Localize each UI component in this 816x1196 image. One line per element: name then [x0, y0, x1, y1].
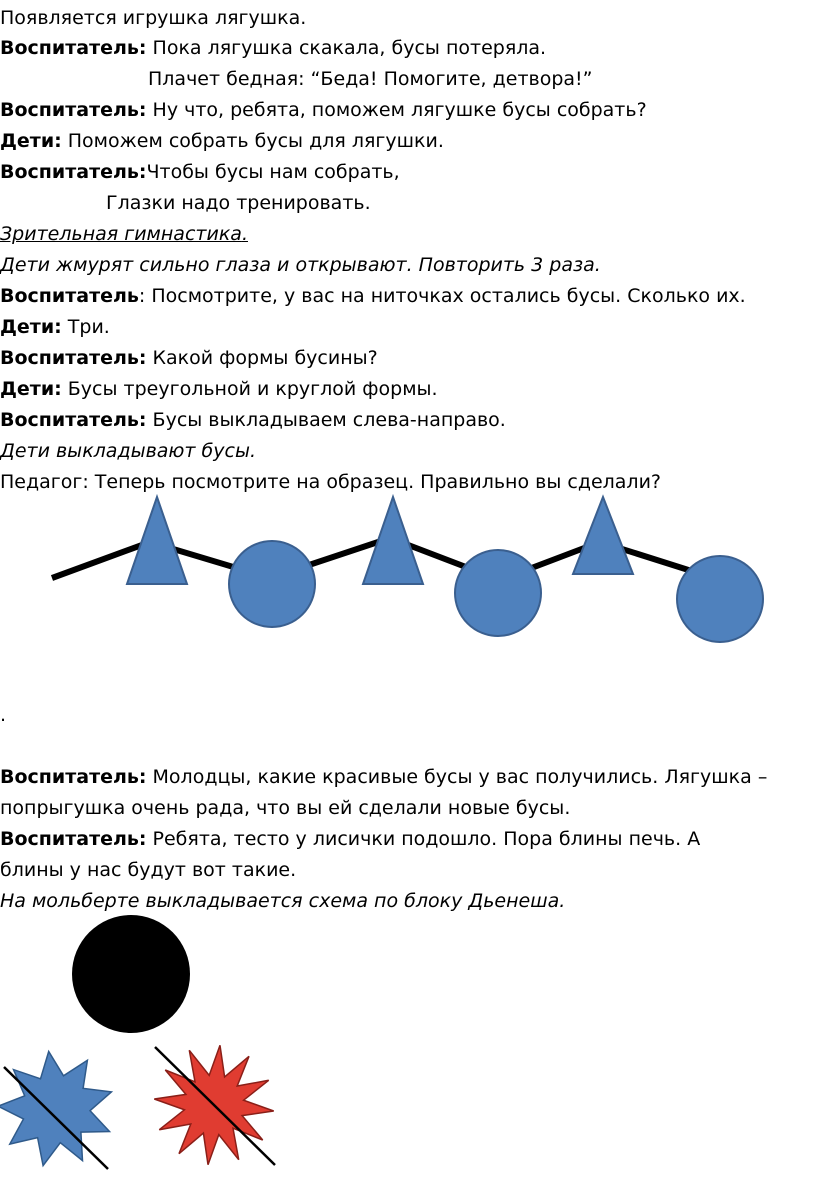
- speaker-label: Воспитатель:: [0, 828, 147, 850]
- text-line-3: Плачет бедная: “Беда! Помогите, детвора!”: [148, 68, 593, 90]
- speaker-label: Дети:: [0, 130, 62, 152]
- text-line-7: Глазки надо тренировать.: [106, 192, 371, 214]
- bead-triangle-2: [363, 497, 423, 584]
- bead-triangle-3: [573, 497, 633, 574]
- speaker-label: Воспитатель: [0, 285, 139, 307]
- text-line-5: Дети: Поможем собрать бусы для лягушки.: [0, 130, 444, 152]
- text-line-17: .: [0, 704, 7, 726]
- text-line-2: Воспитатель: Пока лягушка скакала, бусы потеряла.: [0, 37, 547, 59]
- beads-illustration: [0, 480, 816, 650]
- speaker-label: Дети:: [0, 316, 62, 338]
- text-line-4: Воспитатель: Ну что, ребята, поможем лягушке бусы собрать?: [0, 99, 647, 121]
- text-line-8: Зрительная гимнастика.: [0, 223, 248, 245]
- speaker-label: Воспитатель:: [0, 347, 147, 369]
- text-line-20: Воспитатель: Ребята, тесто у лисички подошло. Пора блины печь. А: [0, 828, 701, 850]
- bead-triangle-1: [127, 497, 187, 584]
- text-line-18: Воспитатель: Молодцы, какие красивые бусы у вас получились. Лягушка –: [0, 766, 768, 788]
- text-line-6: Воспитатель:Чтобы бусы нам собрать,: [0, 161, 400, 183]
- text-line-12: Воспитатель: Какой формы бусины?: [0, 347, 378, 369]
- speaker-label: Воспитатель:: [0, 409, 147, 431]
- speaker-label: Воспитатель:: [0, 766, 147, 788]
- text-line-14: Воспитатель: Бусы выкладываем слева-направо.: [0, 409, 506, 431]
- scheme-blue-star: [0, 1052, 111, 1166]
- text-line-22: На мольберте выкладывается схема по блоку Дьенеша.: [0, 890, 566, 912]
- text-line-11: Дети: Три.: [0, 316, 110, 338]
- text-line-21: блины у нас будут вот такие.: [0, 859, 297, 881]
- dienes-scheme: [0, 905, 816, 1196]
- bead-circle-1: [229, 541, 315, 627]
- speaker-label: Воспитатель:: [0, 161, 147, 183]
- speaker-label: Дети:: [0, 378, 62, 400]
- speaker-label: Воспитатель:: [0, 99, 147, 121]
- speaker-label: Воспитатель:: [0, 37, 147, 59]
- text-line-19: попрыгушка очень рада, что вы ей сделали новые бусы.: [0, 797, 571, 819]
- text-line-9: Дети жмурят сильно глаза и открывают. Повторить 3 раза.: [0, 254, 601, 276]
- text-line-16: Педагог: Теперь посмотрите на образец. Правильно вы сделали?: [0, 471, 662, 493]
- text-line-13: Дети: Бусы треугольной и круглой формы.: [0, 378, 438, 400]
- text-line-1: Появляется игрушка лягушка.: [0, 7, 307, 29]
- bead-circle-2: [455, 550, 541, 636]
- text-line-15: Дети выкладывают бусы.: [0, 440, 256, 462]
- scheme-black-circle: [72, 915, 190, 1033]
- text-line-10: Воспитатель: Посмотрите, у вас на ниточках остались бусы. Сколько их.: [0, 285, 746, 307]
- bead-circle-3: [677, 556, 763, 642]
